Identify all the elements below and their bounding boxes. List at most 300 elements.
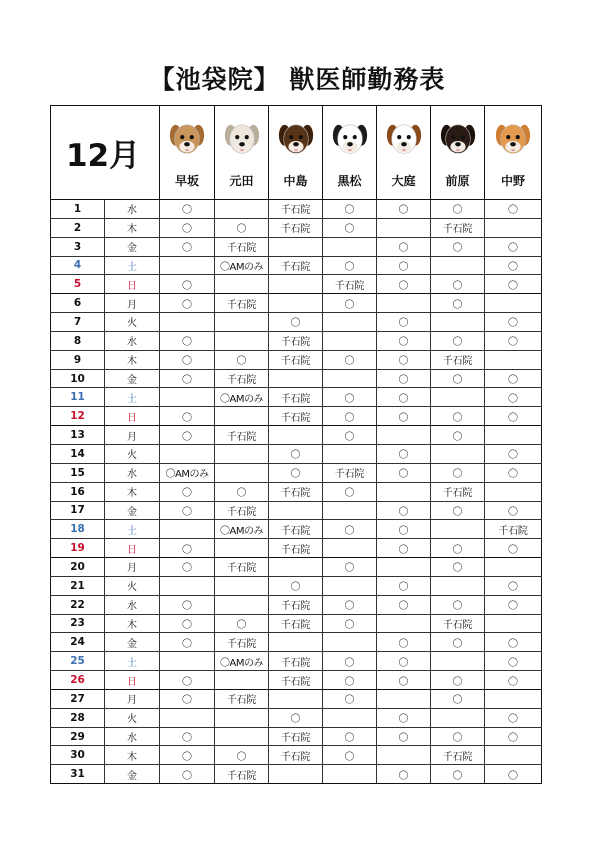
- day-number: 4: [51, 256, 105, 275]
- shift-cell: 〇: [323, 256, 377, 275]
- table-row: [51, 237, 542, 256]
- shift-cell: 〇: [485, 313, 542, 332]
- table-row: [51, 426, 542, 445]
- shift-cell: 〇AMのみ: [215, 256, 269, 275]
- shift-cell: 〇: [160, 614, 215, 633]
- shift-cell: 〇: [377, 671, 431, 690]
- day-number: 8: [51, 331, 105, 350]
- shift-cell: 〇: [485, 727, 542, 746]
- chihuahua-dog-icon: [439, 120, 477, 160]
- shift-cell: [377, 558, 431, 577]
- shift-cell: [323, 765, 377, 784]
- shift-cell: [431, 313, 485, 332]
- shift-cell: 〇: [431, 539, 485, 558]
- day-number: 19: [51, 539, 105, 558]
- shift-cell: 〇: [323, 614, 377, 633]
- shift-cell: 〇: [160, 633, 215, 652]
- shift-cell: 〇: [377, 275, 431, 294]
- shift-cell: 千石院: [431, 350, 485, 369]
- table-row: [51, 671, 542, 690]
- shift-cell: 〇: [377, 652, 431, 671]
- table-row: [51, 275, 542, 294]
- day-number: 9: [51, 350, 105, 369]
- doctor-name: 元田: [229, 174, 254, 188]
- shift-cell: 千石院: [269, 407, 323, 426]
- day-of-week: 日: [105, 275, 160, 294]
- labrador-dog-icon: [168, 120, 206, 160]
- shift-cell: 〇: [269, 576, 323, 595]
- day-number: 10: [51, 369, 105, 388]
- day-number: 18: [51, 520, 105, 539]
- day-of-week: 火: [105, 576, 160, 595]
- day-of-week: 月: [105, 294, 160, 313]
- table-row: [51, 388, 542, 407]
- day-of-week: 木: [105, 482, 160, 501]
- shift-cell: 〇: [485, 275, 542, 294]
- shift-cell: 千石院: [431, 746, 485, 765]
- shift-cell: 〇: [160, 727, 215, 746]
- shift-cell: 千石院: [269, 482, 323, 501]
- table-row: [51, 576, 542, 595]
- shift-cell: 〇: [269, 463, 323, 482]
- day-of-week: 金: [105, 237, 160, 256]
- shift-cell: 千石院: [215, 633, 269, 652]
- shift-cell: [160, 313, 215, 332]
- shift-cell: 〇: [215, 746, 269, 765]
- shift-cell: [485, 558, 542, 577]
- day-number: 11: [51, 388, 105, 407]
- jack-russell-dog-icon: [385, 120, 423, 160]
- table-row: [51, 558, 542, 577]
- shift-cell: 千石院: [323, 463, 377, 482]
- shift-cell: [269, 501, 323, 520]
- table-row: [51, 595, 542, 614]
- table-row: [51, 501, 542, 520]
- shift-cell: 〇: [485, 539, 542, 558]
- shift-cell: 千石院: [269, 595, 323, 614]
- shift-cell: [160, 444, 215, 463]
- shift-cell: [485, 614, 542, 633]
- shift-cell: [215, 313, 269, 332]
- shift-cell: 千石院: [215, 558, 269, 577]
- day-of-week: 水: [105, 727, 160, 746]
- shift-cell: 〇: [431, 595, 485, 614]
- shift-cell: 〇: [377, 539, 431, 558]
- shift-cell: 〇: [323, 671, 377, 690]
- shift-cell: 〇: [431, 671, 485, 690]
- shift-cell: 〇: [485, 576, 542, 595]
- shift-cell: [269, 689, 323, 708]
- day-number: 15: [51, 463, 105, 482]
- duty-roster-table: [50, 105, 542, 784]
- shift-cell: 〇: [377, 633, 431, 652]
- shift-cell: 〇: [431, 765, 485, 784]
- shift-cell: 〇: [485, 671, 542, 690]
- doctor-name: 大庭: [391, 174, 416, 188]
- shift-cell: [215, 671, 269, 690]
- doctor-name: 中島: [283, 174, 308, 188]
- shift-cell: [431, 708, 485, 727]
- table-row: [51, 294, 542, 313]
- shift-cell: 〇: [485, 237, 542, 256]
- shift-cell: [269, 558, 323, 577]
- shift-cell: 〇: [431, 200, 485, 219]
- shift-cell: 千石院: [269, 746, 323, 765]
- shift-cell: 〇: [431, 237, 485, 256]
- shift-cell: 千石院: [269, 539, 323, 558]
- shift-cell: 〇: [485, 595, 542, 614]
- shift-cell: [269, 633, 323, 652]
- table-row: [51, 218, 542, 237]
- shift-cell: [377, 746, 431, 765]
- shift-cell: 千石院: [269, 200, 323, 219]
- shift-cell: [377, 689, 431, 708]
- shift-cell: 〇: [377, 765, 431, 784]
- shift-cell: 〇AMのみ: [215, 520, 269, 539]
- shift-cell: 〇: [323, 350, 377, 369]
- shift-cell: [269, 765, 323, 784]
- day-number: 6: [51, 294, 105, 313]
- table-row: [51, 482, 542, 501]
- shift-cell: 〇: [215, 218, 269, 237]
- shift-cell: [485, 426, 542, 445]
- shift-cell: 〇: [377, 369, 431, 388]
- day-number: 28: [51, 708, 105, 727]
- table-row: [51, 727, 542, 746]
- day-of-week: 木: [105, 218, 160, 237]
- day-of-week: 日: [105, 539, 160, 558]
- day-of-week: 月: [105, 689, 160, 708]
- shift-cell: 〇: [431, 294, 485, 313]
- shift-cell: 〇AMのみ: [215, 652, 269, 671]
- day-number: 12: [51, 407, 105, 426]
- header-row: [51, 106, 542, 200]
- shift-cell: 〇: [485, 256, 542, 275]
- table-row: [51, 689, 542, 708]
- shift-cell: [485, 218, 542, 237]
- shift-cell: [377, 218, 431, 237]
- table-row: [51, 369, 542, 388]
- shift-cell: 〇: [323, 727, 377, 746]
- shift-cell: 〇: [485, 652, 542, 671]
- shift-cell: 〇: [160, 746, 215, 765]
- dachshund-dog-icon: [277, 120, 315, 160]
- day-number: 7: [51, 313, 105, 332]
- shift-cell: [431, 388, 485, 407]
- shift-cell: [485, 746, 542, 765]
- day-of-week: 火: [105, 444, 160, 463]
- day-number: 23: [51, 614, 105, 633]
- shift-cell: 〇: [215, 482, 269, 501]
- shift-cell: [215, 539, 269, 558]
- shift-cell: [269, 294, 323, 313]
- table-row: [51, 614, 542, 633]
- shift-cell: 〇: [431, 407, 485, 426]
- shift-cell: 〇: [377, 727, 431, 746]
- day-number: 26: [51, 671, 105, 690]
- table-row: [51, 746, 542, 765]
- shift-cell: 〇: [323, 689, 377, 708]
- shift-cell: 〇: [485, 501, 542, 520]
- shift-cell: [269, 237, 323, 256]
- shift-cell: 千石院: [269, 520, 323, 539]
- shift-cell: 〇: [323, 520, 377, 539]
- shift-cell: [160, 576, 215, 595]
- shift-cell: 〇: [431, 689, 485, 708]
- day-of-week: 日: [105, 407, 160, 426]
- day-number: 13: [51, 426, 105, 445]
- shift-cell: 〇: [269, 444, 323, 463]
- shift-cell: [215, 444, 269, 463]
- shift-cell: 〇: [377, 501, 431, 520]
- shift-cell: 〇AMのみ: [160, 463, 215, 482]
- shift-cell: [485, 689, 542, 708]
- day-of-week: 火: [105, 708, 160, 727]
- shift-cell: 〇: [323, 426, 377, 445]
- shift-cell: 〇AMのみ: [215, 388, 269, 407]
- day-of-week: 金: [105, 633, 160, 652]
- shift-cell: 千石院: [269, 652, 323, 671]
- table-row: [51, 331, 542, 350]
- shift-cell: [377, 482, 431, 501]
- shift-cell: 〇: [160, 200, 215, 219]
- shift-cell: 〇: [377, 520, 431, 539]
- shift-cell: [323, 633, 377, 652]
- table-row: [51, 463, 542, 482]
- shift-cell: [431, 444, 485, 463]
- shift-cell: 〇: [485, 765, 542, 784]
- shift-cell: 千石院: [215, 501, 269, 520]
- shift-cell: 〇: [323, 200, 377, 219]
- shift-cell: [377, 614, 431, 633]
- shift-cell: 千石院: [269, 671, 323, 690]
- table-row: [51, 256, 542, 275]
- shift-cell: 〇: [377, 200, 431, 219]
- shift-cell: 〇: [431, 501, 485, 520]
- shift-cell: 〇: [485, 369, 542, 388]
- shift-cell: 千石院: [269, 256, 323, 275]
- shift-cell: [323, 576, 377, 595]
- day-of-week: 土: [105, 256, 160, 275]
- shift-cell: 〇: [160, 482, 215, 501]
- shift-cell: [431, 520, 485, 539]
- french-bulldog-icon: [331, 120, 369, 160]
- shift-cell: 〇: [215, 614, 269, 633]
- shift-cell: 〇: [323, 218, 377, 237]
- day-of-week: 月: [105, 426, 160, 445]
- shift-cell: 千石院: [269, 388, 323, 407]
- shift-cell: 〇: [431, 558, 485, 577]
- shift-cell: 〇: [160, 331, 215, 350]
- shift-cell: 千石院: [215, 369, 269, 388]
- shift-cell: [377, 426, 431, 445]
- shift-cell: [377, 294, 431, 313]
- shift-cell: 千石院: [215, 689, 269, 708]
- shift-cell: [215, 595, 269, 614]
- table-row: [51, 350, 542, 369]
- shift-cell: 千石院: [269, 350, 323, 369]
- shift-cell: 〇: [323, 294, 377, 313]
- table-row: [51, 708, 542, 727]
- shift-cell: 〇: [431, 275, 485, 294]
- shift-cell: [323, 369, 377, 388]
- shift-cell: 〇: [377, 388, 431, 407]
- shift-cell: [323, 331, 377, 350]
- doctor-name: 黒松: [337, 174, 362, 188]
- shiba-dog-icon: [494, 120, 532, 160]
- table-row: [51, 539, 542, 558]
- shift-cell: [485, 350, 542, 369]
- shift-cell: 〇: [377, 313, 431, 332]
- day-of-week: 金: [105, 369, 160, 388]
- day-of-week: 水: [105, 595, 160, 614]
- day-number: 29: [51, 727, 105, 746]
- shift-cell: 千石院: [269, 218, 323, 237]
- shift-cell: [215, 708, 269, 727]
- shift-cell: 〇: [431, 727, 485, 746]
- shift-cell: 〇: [160, 407, 215, 426]
- day-of-week: 月: [105, 558, 160, 577]
- day-number: 24: [51, 633, 105, 652]
- shift-cell: 千石院: [215, 237, 269, 256]
- table-row: [51, 520, 542, 539]
- shift-cell: [160, 652, 215, 671]
- shift-cell: [215, 407, 269, 426]
- doctor-name: 前原: [445, 174, 470, 188]
- table-row: [51, 313, 542, 332]
- table-row: [51, 200, 542, 219]
- day-of-week: 土: [105, 388, 160, 407]
- shift-cell: [215, 275, 269, 294]
- shift-cell: 〇: [485, 463, 542, 482]
- shift-cell: [323, 313, 377, 332]
- day-of-week: 水: [105, 463, 160, 482]
- day-of-week: 水: [105, 200, 160, 219]
- shift-cell: [269, 369, 323, 388]
- table-row: [51, 652, 542, 671]
- shift-cell: 〇: [377, 463, 431, 482]
- shift-cell: 千石院: [485, 520, 542, 539]
- day-number: 20: [51, 558, 105, 577]
- day-number: 14: [51, 444, 105, 463]
- shift-cell: [323, 708, 377, 727]
- day-of-week: 日: [105, 671, 160, 690]
- shift-cell: 千石院: [215, 765, 269, 784]
- day-number: 25: [51, 652, 105, 671]
- shift-cell: 〇: [377, 407, 431, 426]
- shift-cell: 〇: [431, 463, 485, 482]
- shift-cell: 〇: [431, 633, 485, 652]
- doctor-header-3: [269, 106, 323, 200]
- shift-cell: [215, 727, 269, 746]
- shift-cell: 〇: [323, 558, 377, 577]
- shift-cell: 〇: [431, 426, 485, 445]
- shift-cell: [269, 426, 323, 445]
- shift-cell: 〇: [431, 369, 485, 388]
- shift-cell: 〇: [377, 444, 431, 463]
- shift-cell: 〇: [269, 708, 323, 727]
- day-number: 27: [51, 689, 105, 708]
- shift-cell: 〇: [323, 746, 377, 765]
- shift-cell: [431, 652, 485, 671]
- doctor-header-7: [485, 106, 542, 200]
- shih-tzu-dog-icon: [223, 120, 261, 160]
- doctor-header-4: [323, 106, 377, 200]
- shift-cell: 〇: [215, 350, 269, 369]
- shift-cell: 〇: [485, 388, 542, 407]
- shift-cell: 〇: [485, 708, 542, 727]
- shift-cell: 〇: [323, 595, 377, 614]
- shift-cell: [485, 482, 542, 501]
- shift-cell: [323, 237, 377, 256]
- day-number: 1: [51, 200, 105, 219]
- shift-cell: 〇: [160, 689, 215, 708]
- shift-cell: 千石院: [431, 218, 485, 237]
- shift-cell: 千石院: [431, 614, 485, 633]
- shift-cell: 〇: [160, 369, 215, 388]
- shift-cell: 〇: [160, 539, 215, 558]
- shift-cell: [160, 256, 215, 275]
- shift-cell: 〇: [160, 501, 215, 520]
- page-title: 【池袋院】 獣医師勤務表: [149, 65, 446, 94]
- shift-cell: [323, 501, 377, 520]
- day-number: 5: [51, 275, 105, 294]
- shift-cell: [215, 331, 269, 350]
- shift-cell: 〇: [377, 237, 431, 256]
- table-row: [51, 407, 542, 426]
- shift-cell: [323, 539, 377, 558]
- shift-cell: 〇: [377, 256, 431, 275]
- shift-cell: 〇: [160, 558, 215, 577]
- shift-cell: [160, 388, 215, 407]
- doctor-name: 中野: [501, 174, 526, 188]
- shift-cell: [215, 200, 269, 219]
- shift-cell: [160, 708, 215, 727]
- day-of-week: 水: [105, 331, 160, 350]
- day-of-week: 金: [105, 501, 160, 520]
- doctor-header-6: [431, 106, 485, 200]
- day-of-week: 火: [105, 313, 160, 332]
- shift-cell: 〇: [323, 482, 377, 501]
- shift-cell: 〇: [160, 294, 215, 313]
- day-number: 3: [51, 237, 105, 256]
- shift-cell: 〇: [377, 331, 431, 350]
- day-number: 31: [51, 765, 105, 784]
- shift-cell: 〇: [323, 407, 377, 426]
- shift-cell: 千石院: [269, 614, 323, 633]
- shift-cell: 〇: [377, 350, 431, 369]
- shift-cell: [215, 463, 269, 482]
- shift-cell: 〇: [485, 633, 542, 652]
- day-number: 21: [51, 576, 105, 595]
- shift-cell: 〇: [323, 388, 377, 407]
- shift-cell: 千石院: [269, 727, 323, 746]
- shift-cell: 〇: [323, 652, 377, 671]
- shift-cell: 〇: [160, 350, 215, 369]
- table-row: [51, 765, 542, 784]
- day-of-week: 金: [105, 765, 160, 784]
- shift-cell: [323, 444, 377, 463]
- shift-cell: 千石院: [215, 426, 269, 445]
- shift-cell: 〇: [431, 331, 485, 350]
- day-of-week: 土: [105, 520, 160, 539]
- day-of-week: 木: [105, 614, 160, 633]
- shift-cell: 〇: [160, 671, 215, 690]
- shift-cell: 〇: [160, 426, 215, 445]
- shift-cell: 〇: [485, 444, 542, 463]
- shift-cell: 千石院: [269, 331, 323, 350]
- shift-cell: 〇: [269, 313, 323, 332]
